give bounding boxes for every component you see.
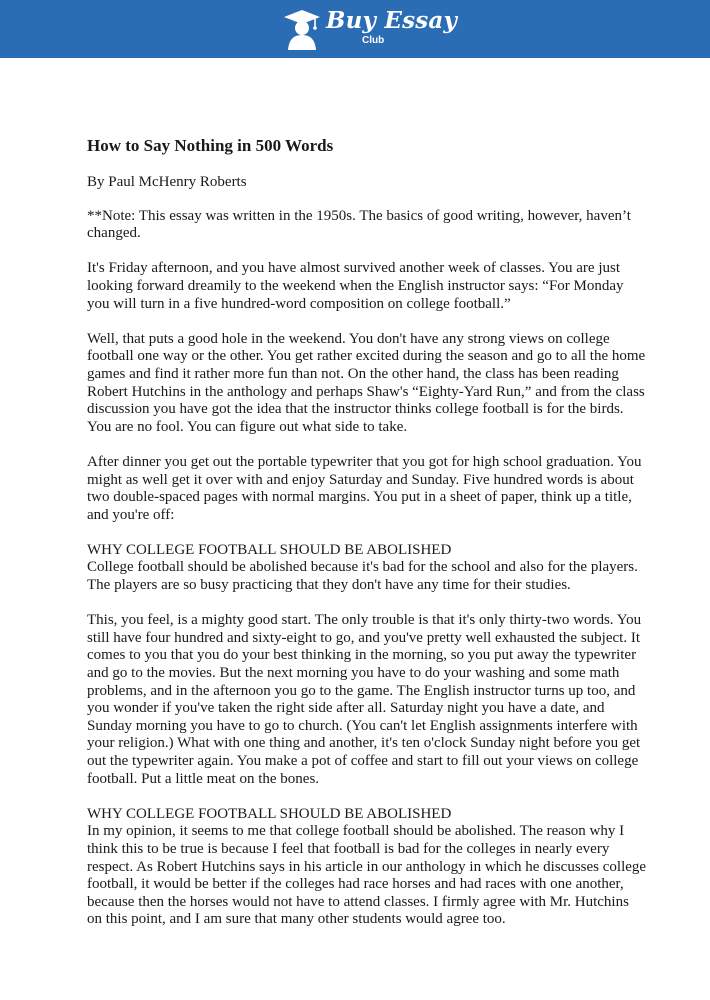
draft-text: College football should be abolished because it's bad for the school and also for the players. The players are so busy practicing that they don't have any time for their studies. bbox=[87, 559, 638, 594]
draft-block bbox=[87, 806, 647, 929]
draft-heading: WHY COLLEGE FOOTBALL SHOULD BE ABOLISHED bbox=[87, 805, 452, 822]
logo-wordmark bbox=[326, 3, 458, 53]
graduate-icon bbox=[282, 6, 322, 50]
logo-sub: Club bbox=[362, 35, 385, 46]
header-bar bbox=[0, 0, 710, 58]
draft-text: In my opinion, it seems to me that college football should be abolished. The reason why I think this to be true is because I feel that football is bad for the colleges in nearly every respect. As Robert Hutchins says in his article in our anthology in which he discusses college football, it would be better if the colleges had race horses and had races with one another, because then the horses would not have to attend classes. I firmly agree with Mr. Hutchins on this point, and I am sure that many other students would agree too. bbox=[87, 823, 647, 928]
paragraph: This, you feel, is a mighty good start. The only trouble is that it's only thirty-two words. You still have four hundred and sixty-eight to go, and you've pretty well exhausted the subject. It comes to you that you do your best thinking in the morning, so you put away the typewriter and go to the movies. But the next morning you have to do your washing and some math problems, and in the afternoon you go to the game. The English instructor turns up too, and you wonder if you've taken the right side after all. Saturday night you have a date, and Sunday morning you have to go to church. (You can't let English assignments interfere with your religion.) What with one thing and another, it's ten o'clock Sunday night before you get out the typewriter again. You make a pot of coffee and start to fill out your views on college football. Put a little meat on the bones. bbox=[87, 612, 642, 787]
note-paragraph: **Note: This essay was written in the 1950s. The basics of good writing, however, haven’t changed. bbox=[87, 207, 631, 242]
logo-brand: Buy Essay bbox=[326, 7, 458, 34]
document-body bbox=[87, 130, 647, 947]
paragraph: It's Friday afternoon, and you have almost survived another week of classes. You are just looking forward dreamily to the weekend when the English instructor says: “For Monday you will turn in a five hundred-word composition on college football.” bbox=[87, 260, 624, 312]
draft-heading: WHY COLLEGE FOOTBALL SHOULD BE ABOLISHED bbox=[87, 541, 452, 558]
paragraph: Well, that puts a good hole in the weekend. You don't have any strong views on college football one way or the other. You get rather excited during the season and go to all the home games and find it rather more fun than not. On the other hand, the class has been reading Robert Hutchins in the anthology and perhaps Shaw's “Eighty-Yard Run,” and from the class discussion you have got the idea that the instructor thinks college football is for the birds. You are no fool. You can figure out what side to take. bbox=[87, 330, 646, 435]
document-title: How to Say Nothing in 500 Words bbox=[87, 136, 334, 155]
byline: By Paul McHenry Roberts bbox=[87, 174, 247, 190]
paragraph: After dinner you get out the portable typewriter that you got for high school graduation. You might as well get it over with and enjoy Saturday and Sunday. Five hundred words is about two double-spaced pages with normal margins. You put in a sheet of paper, think up a title, and you're off: bbox=[87, 453, 642, 523]
site-logo[interactable] bbox=[282, 3, 458, 53]
draft-block bbox=[87, 542, 647, 595]
